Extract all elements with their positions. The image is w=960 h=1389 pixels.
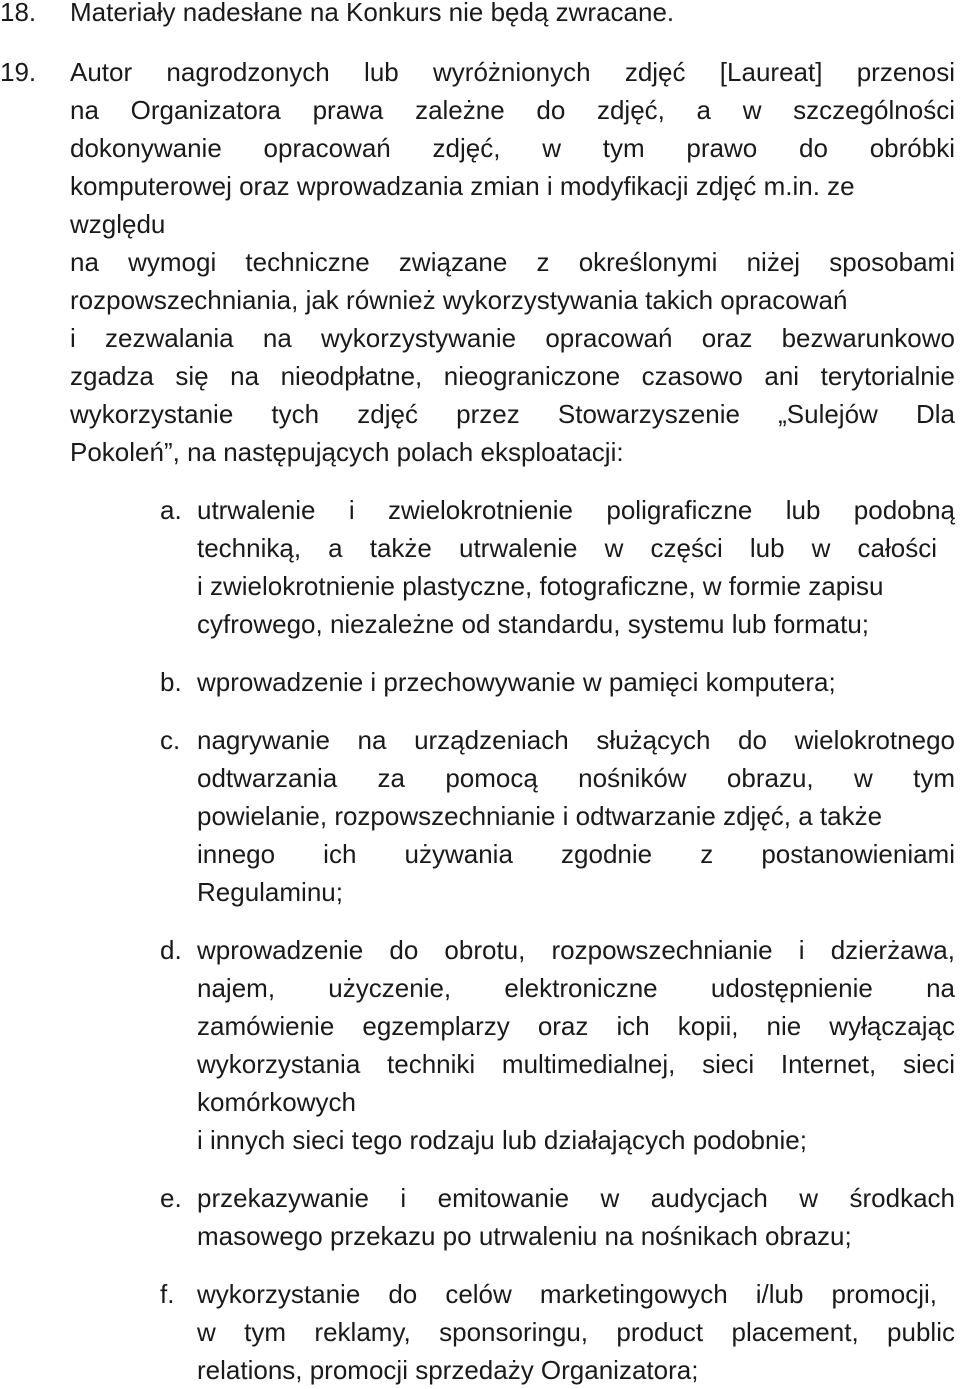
- subitem-text-line: komórkowych: [197, 1087, 356, 1117]
- subitem-text-line: techniką, a także utrwalenie w części lub w całości: [197, 533, 937, 563]
- subitem-text-line: wykorzystanie do celów marketingowych i/lub promocji,: [197, 1279, 937, 1309]
- subitem-label: d.: [160, 935, 182, 965]
- item-text-line: Pokoleń”, na następujących polach eksploatacji:: [70, 437, 624, 467]
- subitem-label: c.: [160, 725, 181, 755]
- item-text-line: względu: [70, 209, 166, 239]
- subitem-text-line: nagrywanie na urządzeniach służących do wielokrotnego: [197, 725, 955, 755]
- subitem-label: e.: [160, 1183, 182, 1213]
- subitem-text-line: Regulaminu;: [197, 877, 343, 907]
- subitem-text-line: zamówienie egzemplarzy oraz ich kopii, nie wyłączając: [197, 1011, 955, 1041]
- item-text-line: zgadza się na nieodpłatne, nieograniczone czasowo ani terytorialnie: [70, 361, 955, 391]
- item-text-line: i zezwalania na wykorzystywanie opracowań oraz bezwarunkowo: [70, 323, 955, 353]
- item-number: 18.: [0, 0, 37, 27]
- item-text-line: komputerowej oraz wprowadzania zmian i modyfikacji zdjęć m.in. ze: [70, 171, 855, 201]
- item-text-line: wykorzystanie tych zdjęć przez Stowarzyszenie „Sulejów Dla: [70, 399, 955, 429]
- subitem-text-line: przekazywanie i emitowanie w audycjach w środkach: [197, 1183, 955, 1213]
- subitem-text-line: powielanie, rozpowszechnianie i odtwarzanie zdjęć, a także: [197, 801, 883, 831]
- subitem-text-line: i zwielokrotnienie plastyczne, fotograficzne, w formie zapisu: [197, 571, 884, 601]
- subitem-label: f.: [160, 1279, 175, 1309]
- item-text-line: na wymogi techniczne związane z określonymi niżej sposobami: [70, 247, 955, 277]
- subitem-label: a.: [160, 495, 182, 525]
- item-text-line: Autor nagrodzonych lub wyróżnionych zdjęć [Laureat] przenosi: [70, 57, 955, 87]
- subitem-text-line: utrwalenie i zwielokrotnienie poligraficzne lub podobną: [197, 495, 955, 525]
- subitem-label: b.: [160, 667, 182, 697]
- subitem-text-line: najem, użyczenie, elektroniczne udostępnienie na: [197, 973, 955, 1003]
- item-text-line: na Organizatora prawa zależne do zdjęć, a w szczególności: [70, 95, 955, 125]
- subitem-text-line: cyfrowego, niezależne od standardu, systemu lub formatu;: [197, 609, 870, 639]
- item-text-line: rozpowszechniania, jak również wykorzystywania takich opracowań: [70, 285, 848, 315]
- subitem-text-line: wprowadzenie i przechowywanie w pamięci komputera;: [197, 667, 836, 697]
- subitem-text-line: wprowadzenie do obrotu, rozpowszechnianie i dzierżawa,: [197, 935, 955, 965]
- item-number: 19.: [0, 57, 37, 87]
- subitem-text-line: odtwarzania za pomocą nośników obrazu, w tym: [197, 763, 955, 793]
- item-text-line: dokonywanie opracowań zdjęć, w tym prawo do obróbki: [70, 133, 955, 163]
- subitem-text-line: masowego przekazu po utrwaleniu na nośnikach obrazu;: [197, 1221, 852, 1251]
- subitem-text-line: relations, promocji sprzedaży Organizatora;: [197, 1355, 699, 1385]
- subitem-text-line: w tym reklamy, sponsoringu, product placement, public: [197, 1317, 955, 1347]
- subitem-text-line: innego ich używania zgodnie z postanowieniami: [197, 839, 955, 869]
- subitem-text-line: wykorzystania techniki multimedialnej, sieci Internet, sieci: [197, 1049, 955, 1079]
- subitem-text-line: i innych sieci tego rodzaju lub działających podobnie;: [197, 1125, 807, 1155]
- item-text-line: Materiały nadesłane na Konkurs nie będą zwracane.: [70, 0, 675, 27]
